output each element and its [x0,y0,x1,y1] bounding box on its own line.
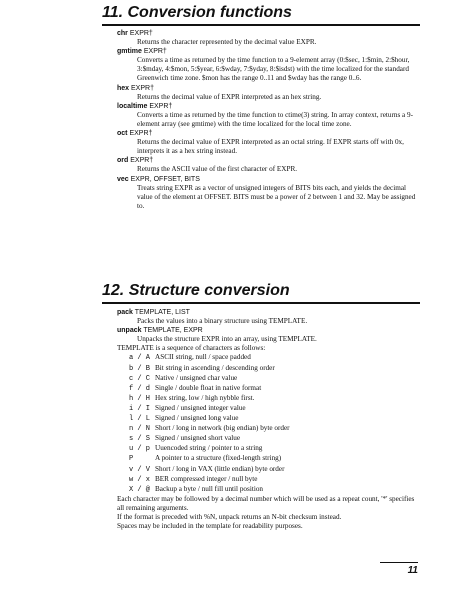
format-description: Signed / unsigned short value [155,434,241,443]
format-row [117,353,417,363]
format-code: a / A [129,354,151,363]
format-description: Signed / unsigned long value [155,414,239,423]
format-row [117,444,417,454]
function-description: Converts a time as returned by the time function to a 9-element array (0:$sec, 1:$min, 2:$hour, 3:$mday, 4:$mon, 5:$year, 6:$wday, 7:$yday, 8:$isdst) with the time localized for the standard Greenwich time zone. $mon has the range 0..11 and $wday has the range 0..6. [137,56,410,83]
function-entry-unpack [117,326,417,344]
format-description: Single / double float in native format [155,383,262,392]
function-name: unpack [117,327,142,335]
format-description: Uuencoded string / pointer to a string [155,444,263,453]
function-description: Unpacks the structure EXPR into an array, using TEMPLATE. [137,335,317,344]
function-args: TEMPLATE, LIST [134,309,190,316]
format-code: v / V [129,465,151,474]
format-description: BER compressed integer / null byte [155,474,258,483]
function-description: Returns the character represented by the decimal value EXPR. [137,38,317,47]
format-table [117,353,417,494]
format-code: h / H [129,394,151,403]
entry-term [117,308,417,317]
function-name: localtime [117,102,148,110]
format-code: u / p [129,445,151,454]
function-args: EXPR, OFFSET, BITS [130,175,200,183]
entry-term [117,129,417,138]
page-number: 11 [380,562,418,576]
function-args: EXPR† [129,30,153,37]
format-row [117,384,417,394]
function-name: hex [117,84,130,92]
function-entry-oct [117,129,417,156]
entry-term [117,326,417,335]
function-description: Returns the decimal value of EXPR interpreted as an hex string. [137,92,322,101]
format-row [117,434,417,444]
format-description: Signed / unsigned integer value [155,403,246,412]
format-row [117,454,417,464]
function-args: TEMPLATE, EXPR [143,327,203,335]
function-description: Returns the decimal value of EXPR interpreted as an octal string. If EXPR starts off with 0x, interprets it as a hex string instead. [137,138,404,156]
function-args: EXPR† [143,48,167,56]
note-repeat-count: Each character may be followed by a decimal number which will be used as a repeat count, '*' specifies all remaining arguments. [117,494,415,512]
function-args: EXPR† [130,157,154,165]
format-description: Short / long in VAX (little endian) byte order [155,464,285,473]
format-code: i / I [129,404,151,413]
entry-term [117,175,417,184]
section-11-body [117,29,417,211]
entry-term [117,47,417,56]
format-code: l / L [129,415,151,424]
format-code: P [129,455,134,464]
format-description: Backup a byte / null fill until position [155,484,264,493]
format-row [117,485,417,495]
function-args: EXPR† [129,130,153,138]
format-code: X / @ [129,485,151,494]
section-12-heading: 12. Structure conversion [102,282,420,304]
format-row [117,475,417,485]
format-description: Bit string in ascending / descending order [155,363,275,372]
function-name: oct [117,130,128,138]
format-code: f / d [129,384,151,393]
section-12-body [117,308,417,531]
format-code: w / x [129,475,151,484]
function-entry-ord [117,156,417,174]
note-checksum: If the format is preceded with %N, unpack returns an N-bit checksum instead. [117,512,342,521]
template-intro: TEMPLATE is a sequence of characters as follows: [117,344,266,353]
function-description: Converts a time as returned by the time function to ctime(3) string. In array context, returns a 9-element array (see gmtime) with the time localized for the local time zone. [137,110,414,128]
entry-term [117,84,417,93]
format-row [117,414,417,424]
entry-term [117,29,417,38]
format-row [117,404,417,414]
function-description: Returns the ASCII value of the first character of EXPR. [137,165,298,174]
format-code: n / N [129,425,151,434]
function-name: chr [117,30,128,37]
section-11-heading: 11. Conversion functions [102,4,420,26]
format-code: b / B [129,364,151,373]
format-description: Native / unsigned char value [155,373,238,382]
format-description: A pointer to a structure (fixed-length string) [155,454,282,463]
format-code: c / C [129,374,151,383]
function-description: Packs the values into a binary structure using TEMPLATE. [137,317,308,326]
function-name: gmtime [117,48,142,56]
function-entry-pack [117,308,417,326]
format-row [117,394,417,404]
function-entry-vec [117,175,417,211]
function-name: pack [117,309,133,316]
format-row [117,424,417,434]
function-name: vec [117,175,129,183]
format-description: Short / long in network (big endian) byte order [155,424,290,433]
note-spaces: Spaces may be included in the template for readability purposes. [117,522,303,531]
format-row [117,364,417,374]
format-code: s / S [129,435,151,444]
function-entry-chr [117,29,417,47]
function-description: Treats string EXPR as a vector of unsigned integers of BITS bits each, and yields the decimal value of the element at OFFSET. BITS must be a power of 2 between 1 and 32. May be assigned to. [137,183,416,210]
format-description: Hex string, low / high nybble first. [155,393,255,402]
function-args: EXPR† [131,84,154,92]
function-entry-localtime [117,102,417,129]
format-row [117,465,417,475]
format-row [117,374,417,384]
entry-term [117,156,417,165]
function-args: EXPR† [149,102,173,110]
entry-term [117,102,417,111]
function-name: ord [117,157,129,165]
format-description: ASCII string, null / space padded [155,353,251,362]
function-entry-gmtime [117,47,417,83]
function-entry-hex [117,84,417,102]
